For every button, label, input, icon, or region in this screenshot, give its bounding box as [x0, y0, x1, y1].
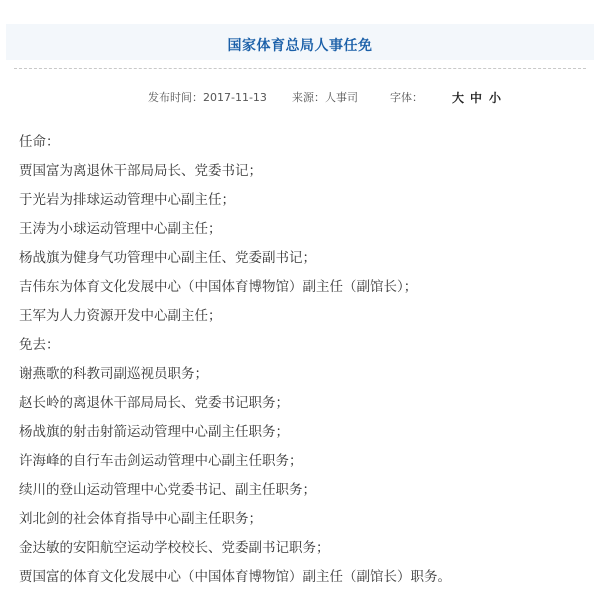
font-size-small-button[interactable]: 小: [489, 91, 502, 105]
article-meta: [0, 89, 600, 105]
font-size-large-button[interactable]: 大: [452, 91, 465, 105]
article-body: [19, 128, 589, 592]
appointment-line: 王涛为小球运动管理中心副主任；: [19, 221, 222, 237]
header-divider: [14, 68, 586, 69]
removal-line: 贾国富的体育文化发展中心（中国体育博物馆）副主任（副馆长）职务。: [19, 569, 451, 585]
appointment-line: 王军为人力资源开发中心副主任；: [19, 308, 222, 324]
removal-line: 续川的登山运动管理中心党委书记、副主任职务；: [19, 482, 316, 498]
appointment-line: 杨战旗为健身气功管理中心副主任、党委副书记；: [19, 250, 316, 266]
removal-line: 金达敏的安阳航空运动学校校长、党委副书记职务；: [19, 540, 330, 556]
removal-line: 谢燕歌的科教司副巡视员职务；: [19, 366, 208, 382]
removal-line: 杨战旗的射击射箭运动管理中心副主任职务；: [19, 424, 289, 440]
section-heading-remove: 免去：: [19, 337, 60, 353]
article-header: [6, 24, 594, 60]
font-size-medium-button[interactable]: 中: [470, 91, 483, 105]
removal-line: 许海峰的自行车击剑运动管理中心副主任职务；: [19, 453, 303, 469]
article-source: 来源：人事司: [292, 91, 358, 104]
publish-date: 发布时间：2017-11-13: [148, 91, 267, 104]
font-size-label: 字体：: [390, 91, 423, 104]
section-heading-appoint: 任命：: [19, 134, 60, 150]
page-title: 国家体育总局人事任免: [227, 38, 373, 54]
removal-line: 刘北剑的社会体育指导中心副主任职务；: [19, 511, 262, 527]
appointment-line: 贾国富为离退休干部局局长、党委书记；: [19, 163, 262, 179]
removal-line: 赵长岭的离退休干部局局长、党委书记职务；: [19, 395, 289, 411]
appointment-line: 于光岩为排球运动管理中心副主任；: [19, 192, 235, 208]
appointment-line: 吉伟东为体育文化发展中心（中国体育博物馆）副主任（副馆长）；: [19, 279, 418, 295]
